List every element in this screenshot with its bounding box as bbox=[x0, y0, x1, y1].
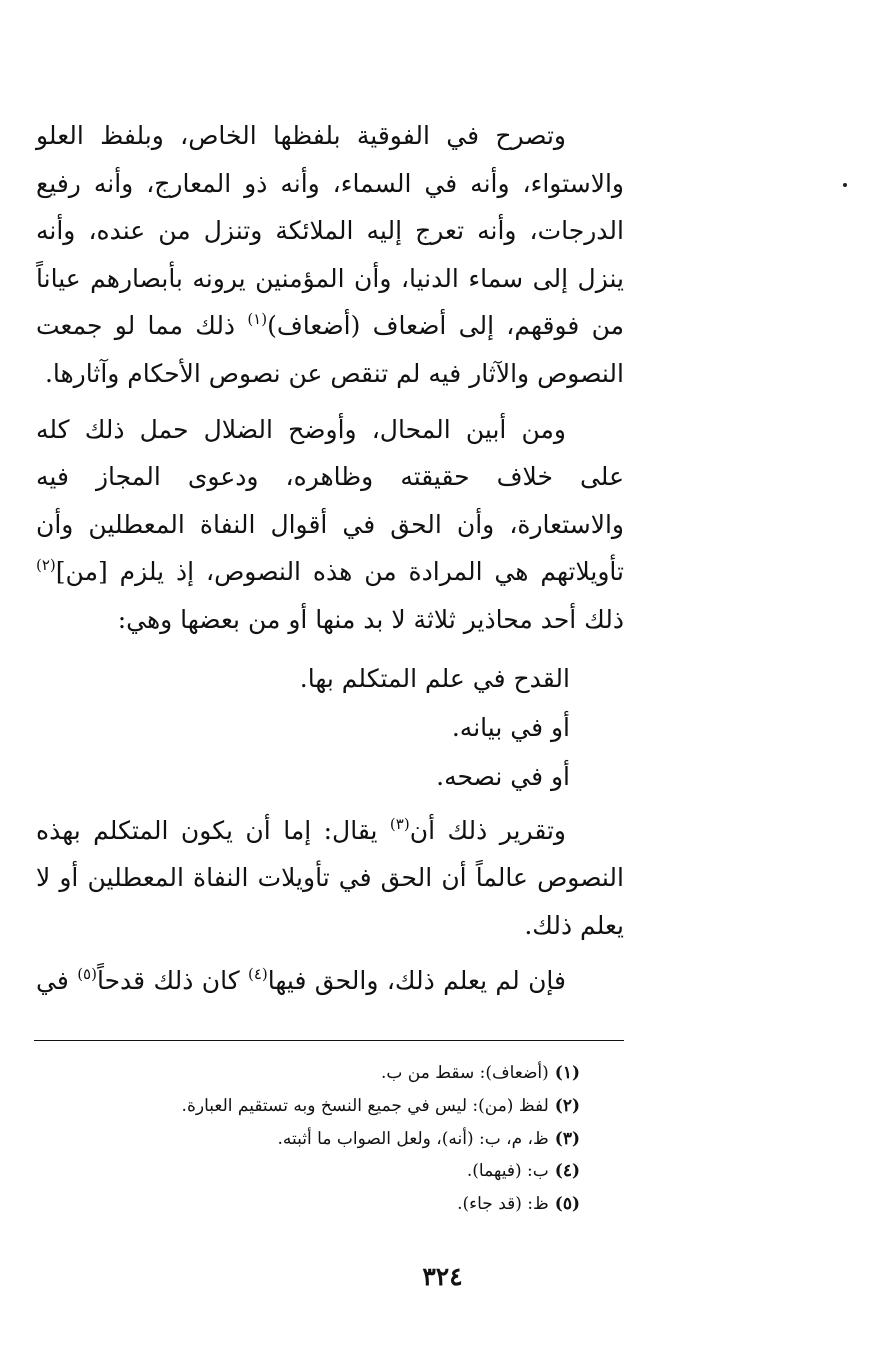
footnote-text: ظ، م، ب: (أنه)، ولعل الصواب ما أثبته. bbox=[277, 1128, 549, 1149]
footnote-5 bbox=[36, 1188, 624, 1221]
footnote-text: ظ: (قد جاء). bbox=[457, 1194, 549, 1215]
list-item: أو في نصحه. bbox=[436, 761, 570, 791]
paragraph-1-text-b: ذلك مما لو جمعت النصوص والآثار فيه لم تنقص عن نصوص الأحكام وآثارها. bbox=[36, 311, 624, 388]
paragraph-2-text-a: ومن أبين المحال، وأوضح الضلال حمل ذلك كله على خلاف حقيقته وظاهره، ودعوى المجاز فيه والاستعارة، وأن الحق في أقوال النفاة المعطلين وأن تأويلاتهم هي المرادة من هذه النصوص، إذ يلزم [من] bbox=[36, 414, 624, 587]
paragraph-3 bbox=[36, 807, 624, 950]
page-number: ٣٢٤ bbox=[422, 1262, 463, 1291]
footnote-3 bbox=[36, 1123, 624, 1156]
list-item: أو في بيانه. bbox=[451, 712, 570, 742]
footnote-number: (٤) bbox=[554, 1161, 580, 1182]
footnote-text: (أضعاف): سقط من ب. bbox=[380, 1063, 549, 1083]
list-item: القدح في علم المتكلم بها. bbox=[299, 663, 570, 693]
footnote-number: (٥) bbox=[554, 1194, 580, 1215]
footnote-ref-3: (٣) bbox=[389, 814, 410, 833]
footnote-ref-1: (١) bbox=[247, 310, 268, 329]
footnote-number: (٢) bbox=[554, 1095, 580, 1116]
footnote-number: (١) bbox=[554, 1063, 580, 1083]
footnote-ref-5: (٥) bbox=[77, 965, 97, 984]
footnote-1 bbox=[36, 1057, 624, 1090]
paragraph-1-text-a: وتصرح في الفوقية بلفظها الخاص، وبلفظ العلو والاستواء، وأنه في السماء، وأنه ذو المعارج، وأنه رفيع الدرجات، وأنه تعرج إليه الملائكة وتنزل من عنده، وأنه ينزل إلى سماء الدنيا، وأن المؤمنين يرونه بأبصارهم عياناً من فوقهم، إلى أضعاف (أضعاف) bbox=[36, 121, 624, 341]
footnote-2 bbox=[36, 1090, 624, 1123]
margin-speck bbox=[843, 183, 847, 187]
footnote-ref-2: (٢) bbox=[36, 556, 56, 575]
footnotes-section bbox=[36, 1057, 624, 1221]
paragraph-4-text-a: فإن لم يعلم ذلك، والحق فيها bbox=[267, 966, 566, 996]
paragraph-2 bbox=[36, 406, 624, 644]
three-points-list bbox=[36, 654, 624, 801]
paragraph-4 bbox=[36, 957, 624, 1005]
footnote-ref-4: (٤) bbox=[248, 965, 268, 984]
main-text bbox=[36, 112, 624, 1005]
paragraph-3-text-b: يقال: إما أن يكون المتكلم بهذه النصوص عالماً أن الحق في تأويلات النفاة المعطلين أو لا يعلم ذلك. bbox=[36, 815, 624, 940]
footnote-4 bbox=[36, 1155, 624, 1188]
footnote-number: (٣) bbox=[554, 1128, 580, 1149]
footnote-divider bbox=[34, 1040, 624, 1041]
footnote-text: لفظ (من): ليس في جميع النسخ وبه تستقيم العبارة. bbox=[181, 1095, 549, 1116]
paragraph-3-text-a: وتقرير ذلك أن bbox=[409, 815, 566, 845]
paragraph-4-text-b: كان ذلك قدحاً bbox=[96, 966, 248, 996]
paragraph-4-text-c: في bbox=[36, 966, 78, 996]
paragraph-1 bbox=[36, 112, 624, 398]
footnote-text: ب: (فيهما). bbox=[466, 1161, 549, 1182]
paragraph-2-text-b: ذلك أحد محاذير ثلاثة لا بد منها أو من بعضها وهي: bbox=[117, 604, 624, 634]
